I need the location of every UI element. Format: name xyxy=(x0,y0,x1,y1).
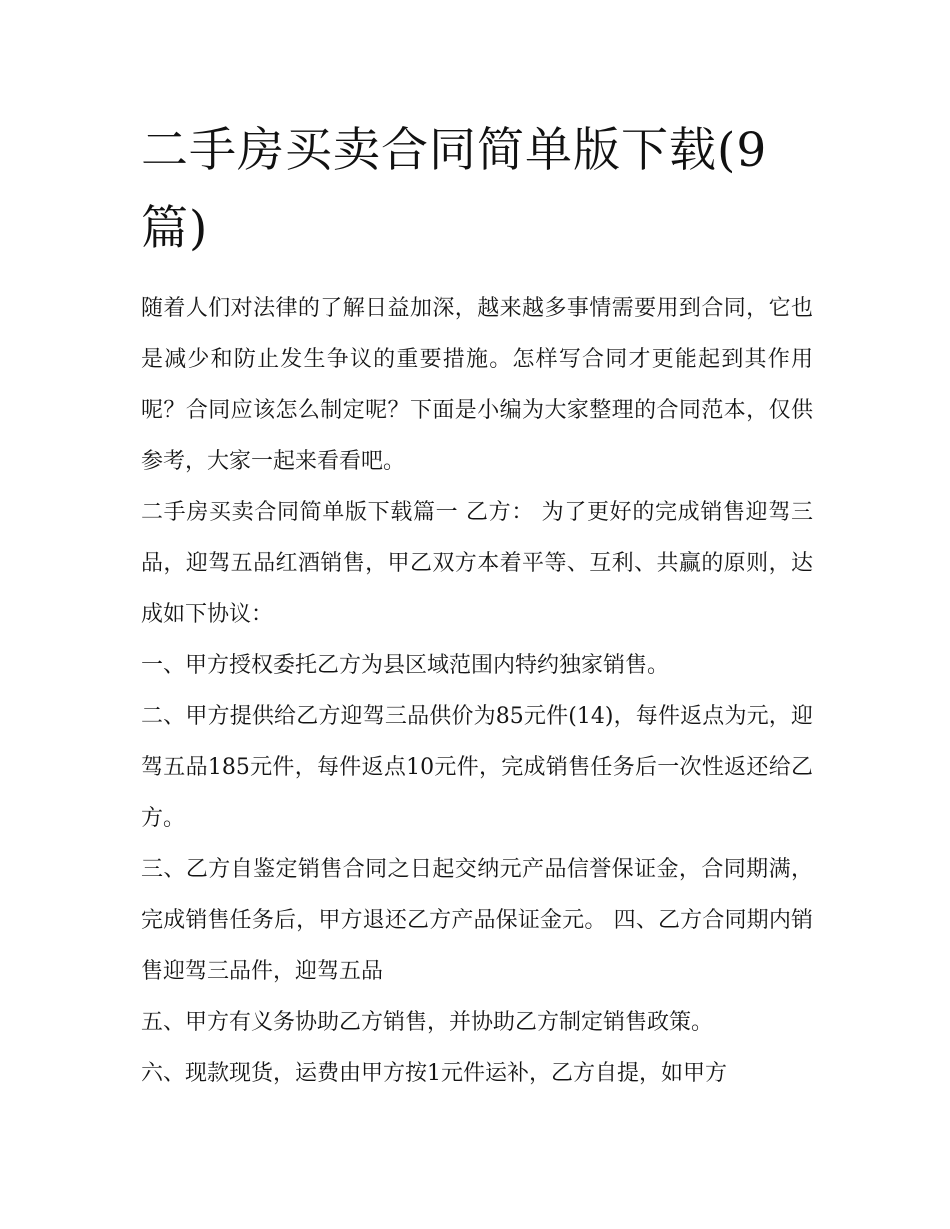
section-one-intro-paragraph: 二手房买卖合同简单版下载篇一 乙方： 为了更好的完成销售迎驾三品，迎驾五品红酒销售，甲乙双方本着平等、互利、共赢的原则，达成如下协议： xyxy=(141,500,813,627)
clause-3-4-paragraph: 三、乙方自鉴定销售合同之日起交纳元产品信誉保证金，合同期满，完成销售任务后，甲方退还乙方产品保证金元。 四、乙方合同期内销售迎驾三品件，迎驾五品 xyxy=(141,857,813,984)
document-body xyxy=(141,283,813,1099)
intro-paragraph: 随着人们对法律的了解日益加深，越来越多事情需要用到合同，它也是减少和防止发生争议的重要措施。怎样写合同才更能起到其作用呢？合同应该怎么制定呢？下面是小编为大家整理的合同范本，仅供参考，大家一起来看看吧。 xyxy=(141,296,813,474)
clause-5-paragraph: 五、甲方有义务协助乙方销售，并协助乙方制定销售政策。 xyxy=(141,1010,714,1035)
document-title: 二手房买卖合同简单版下载(9篇) xyxy=(141,123,768,256)
clause-2-paragraph: 二、甲方提供给乙方迎驾三品供价为85元件(14)，每件返点为元，迎驾五品185元件，每件返点10元件，完成销售任务后一次性返还给乙方。 xyxy=(141,704,813,831)
clause-6-paragraph: 六、现款现货，运费由甲方按1元件运补，乙方自提，如甲方 xyxy=(141,1061,727,1086)
clause-1-paragraph: 一、甲方授权委托乙方为县区域范围内特约独家销售。 xyxy=(141,653,670,678)
